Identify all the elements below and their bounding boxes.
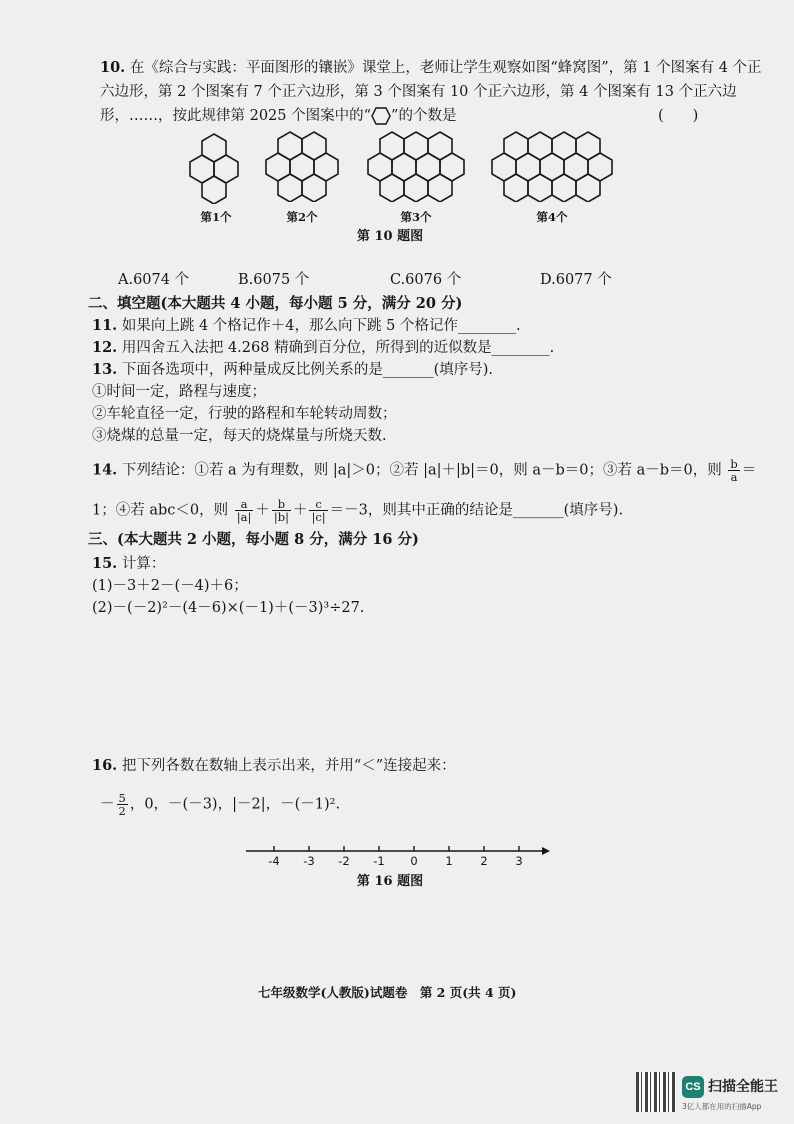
q10-answer-paren: ( ) [658,108,699,124]
number-line-tick-label: -1 [373,854,385,868]
q14-text-1-end: ＝ [741,462,757,479]
fraction-denominator: |c| [311,510,326,524]
scanner-brand: 扫描全能王 [708,1079,778,1095]
number-line-tick-label: 1 [445,854,453,868]
fraction-numerator: b [730,457,738,471]
fraction-numerator: c [315,497,322,511]
q11-text: 如果向上跳 4 个格记作＋4，那么向下跳 5 个格记作________. [121,318,521,334]
number-line-tick-label: -3 [303,854,315,868]
fraction-a-over-abs-a [235,498,254,523]
q13-item-2: ②车轮直径一定，行驶的路程和车轮转动周数； [92,406,397,422]
q10-number: 10. [100,59,126,76]
q12-number: 12. [92,339,118,356]
honeycomb-figure-3 [364,130,468,202]
number-line-tick-label: -2 [338,854,350,868]
hexagon-icon [371,107,391,125]
q14-text-2a: 1；④若 abc＜0，则 [92,502,229,519]
q16-figure-title: 第 16 题图 [356,874,424,889]
scanner-tagline: 3亿人都在用的扫描App [682,1102,762,1111]
q15-part-1: (1)－3＋2－(－4)＋6； [92,578,248,594]
q10-option-a: A.6074 个 [118,272,190,288]
q13 [92,360,493,380]
figure-label-2: 第2个 [286,210,318,224]
q15-number: 15. [92,555,118,572]
fraction-denominator: |b| [273,510,289,524]
number-line-tick-label: 3 [515,854,523,868]
q14-line2: 1；④若 abc＜0，则 $\frac{a}{|a|}$ ＋ $\frac{b}{|b|}$ ＋ $\frac{c}{|c|}$ ＝－3，则其中正确的结论是_______(填序号). [92,497,624,524]
q16-numbers: － $\frac{5}{2}$ ，0，－(－3)，|－2|，－(－1)². [100,791,341,818]
fraction-denominator: 2 [118,804,126,818]
q10-line3 [100,106,456,126]
fraction-numerator: 5 [118,791,126,805]
q11 [92,316,521,336]
q14-text-1: 下列结论：①若 a 为有理数，则 |a|＞0；②若 |a|＋|b|＝0，则 a－b＝0；③若 a－b＝0，则 [121,462,722,479]
q16-numbers-text: ，0，－(－3)，|－2|，－(－1)². [129,796,341,813]
q14-line1 [92,458,756,483]
q11-number: 11. [92,317,118,334]
fraction-numerator: b [277,497,286,511]
fraction-b-over-a [728,458,739,483]
q13-text: 下面各选项中，两种量成反比例关系的是_______(填序号). [121,362,494,378]
honeycomb-figure-1 [184,132,244,204]
fraction-b-over-abs-b [272,498,291,523]
q10-option-c: C.6076 个 [390,272,462,288]
q13-item-1: ①时间一定，路程与速度； [92,384,266,400]
number-line-tick-label: -4 [268,854,280,868]
honeycomb-figure-4 [488,130,616,202]
q10-text-3a: 形，……，按此规律第 2025 个图案中的“ [100,108,372,124]
q16 [92,756,456,776]
q10-option-d: D.6077 个 [540,272,612,288]
figure-label-4: 第4个 [536,210,568,224]
page-footer: 七年级数学(人教版)试题卷 第 2 页(共 4 页) [258,985,517,1000]
fraction-numerator: a [240,497,248,511]
cs-logo-icon: CS [682,1076,704,1098]
q14-text-2b: ＝－3，则其中正确的结论是_______(填序号). [329,502,624,519]
q10-figure-title: 第 10 题图 [356,229,424,244]
q15-part-2: (2)－(－2)²－(4－6)×(－1)＋(－3)³÷27. [92,600,365,616]
fraction-c-over-abs-c [309,498,327,523]
qr-code-icon [636,1072,676,1112]
number-line-tick-label: 0 [410,854,418,868]
q15-text: 计算： [121,556,166,572]
q12 [92,338,554,358]
honeycomb-figure-2 [262,130,342,202]
fraction-denominator: a [728,470,739,483]
arrow-right-icon [542,847,550,855]
figure-label-3: 第3个 [400,210,432,224]
q15 [92,554,165,574]
section-2-title: 二、填空题(本大题共 4 小题，每小题 5 分，满分 20 分) [88,295,463,312]
q10-text-1: 在《综合与实践：平面图形的镶嵌》课堂上，老师让学生观察如图“蜂窝图”，第 1 个图案有 4 个正 [129,60,762,76]
fraction-5-over-2 [117,792,128,817]
q14-number: 14. [92,461,118,479]
q13-item-3: ③烧煤的总量一定，每天的烧煤量与所烧天数. [92,428,387,444]
q16-text: 把下列各数在数轴上表示出来，并用“＜”连接起来： [121,758,456,774]
figure-label-1: 第1个 [200,210,232,224]
fraction-denominator: |a| [236,510,252,524]
q13-number: 13. [92,361,118,378]
number-line-tick-label: 2 [480,854,488,868]
q10-line2: 六边形，第 2 个图案有 7 个正六边形，第 3 个图案有 10 个正六边形，第 4 个图案有 13 个正六边 [100,84,737,100]
q12-text: 用四舍五入法把 4.268 精确到百分位，所得到的近似数是________. [121,340,555,356]
q10-text-3b: ”的个数是 [391,108,457,124]
scanner-watermark [682,1074,792,1114]
q10-line1 [100,58,762,78]
q10-option-b: B.6075 个 [238,272,310,288]
q16-number: 16. [92,757,118,774]
section-3-title: 三、(本大题共 2 小题，每小题 8 分，满分 16 分) [88,531,419,548]
